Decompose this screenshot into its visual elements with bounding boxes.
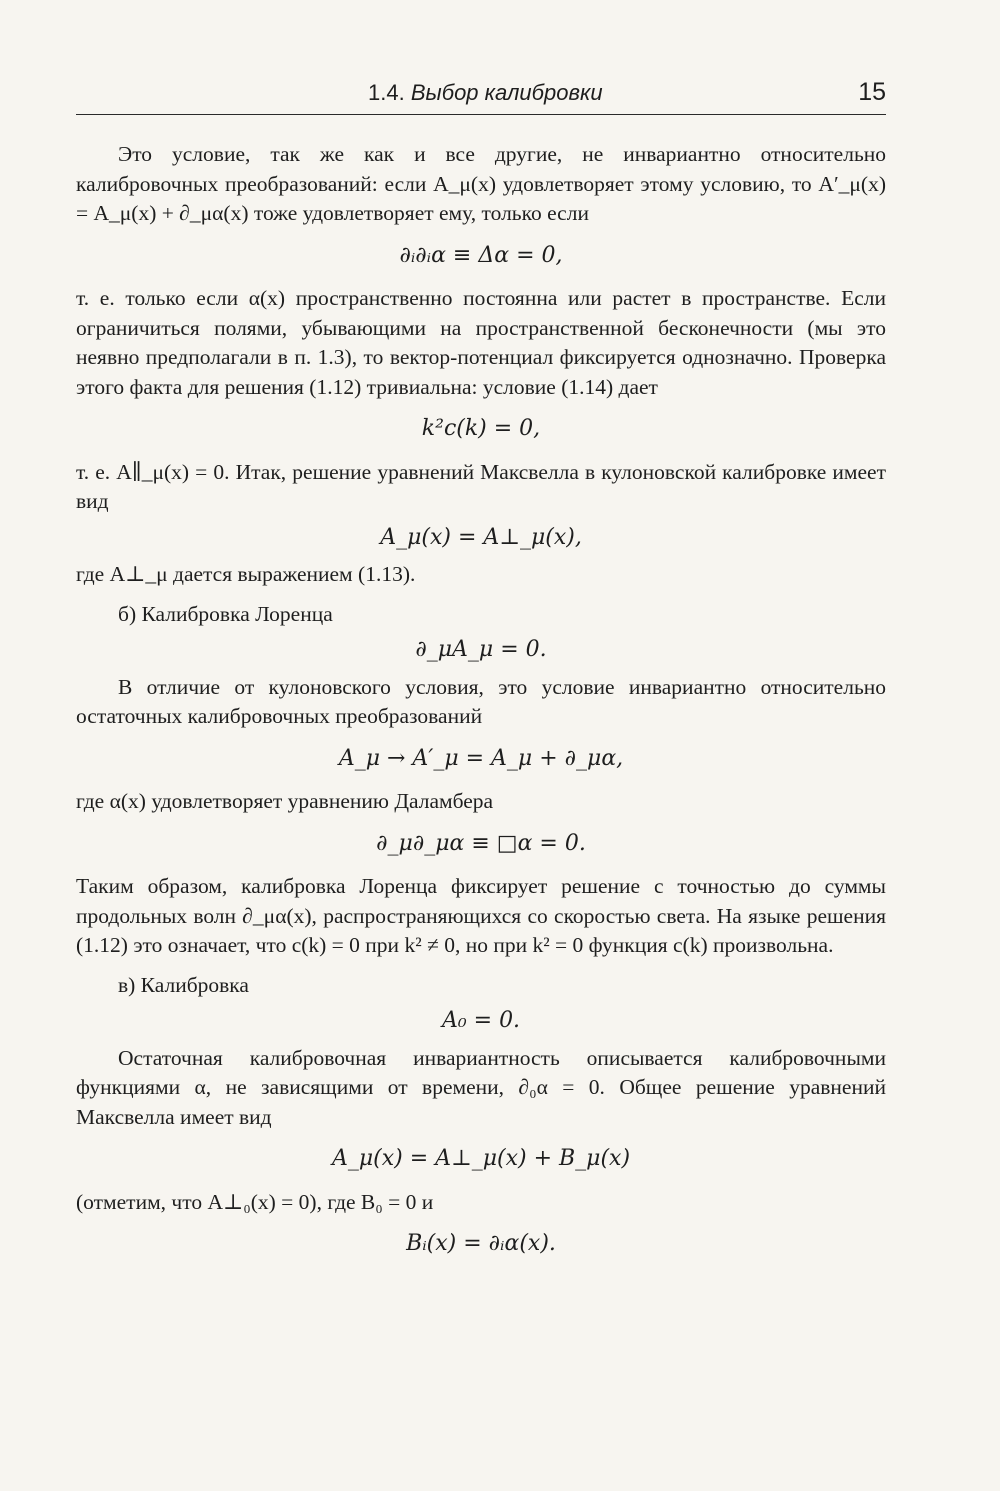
paragraph-3: т. е. A∥_μ(x) = 0. Итак, решение уравнений Максвелла в кулоновской калибровке имеет вид: [76, 459, 886, 513]
section-name: Выбор калибровки: [410, 80, 603, 105]
paragraph-4: где A⊥_μ дается выражением (1.13).: [76, 562, 416, 586]
paragraph-temporal-heading: в) Калибровка: [118, 972, 249, 997]
section-number: 1.4.: [368, 80, 405, 105]
section-title: [368, 80, 603, 106]
equation-general-solution: A_μ(x) = A⊥_μ(x) + B_μ(x): [331, 1146, 631, 1171]
paragraph-8: Таким образом, калибровка Лоренца фиксирует решение с точностью до суммы продольных волн ∂_μα(x), распространяющихся со скоростью света. На языке решения (1.12) это означает, что c(k) = 0 при k² ≠ 0, но при k² = 0 функция c(k) произвольна.: [76, 874, 886, 957]
equation-k2c: k²c(k) = 0,: [421, 416, 541, 441]
paragraph-10: Остаточная калибровочная инвариантность описывается калибровочными функциями α, не зависящими от времени, ∂₀α = 0. Общее решение уравнений Максвелла имеет вид: [76, 1045, 886, 1129]
paragraph-6: В отличие от кулоновского условия, это условие инвариантно относительно остаточных калибровочных преобразований: [76, 674, 886, 728]
page-body: [76, 140, 886, 1273]
running-header: [76, 78, 886, 115]
equation-a0: A₀ = 0.: [441, 1008, 521, 1033]
equation-coulomb-solution: A_μ(x) = A⊥_μ(x),: [380, 524, 582, 550]
equation-residual-gauge: A_μ → A′_μ = A_μ + ∂_μα,: [338, 745, 624, 771]
equation-laplace: ∂ᵢ∂ᵢα ≡ Δα = 0,: [399, 242, 563, 268]
paragraph-lorenz-heading: б) Калибровка Лоренца: [118, 601, 333, 626]
paragraph-2: т. е. только если α(x) пространственно постоянна или растет в пространстве. Если ограничиться полями, убывающими на пространственной бесконечности (мы это неявно предполагали в п. 1.3), то вектор-потенциал фиксируется однозначно. Проверка этого факта для решения (1.12) тривиальна: условие (1.14) дает: [76, 286, 886, 399]
paragraph-1: Это условие, так же как и все другие, не инвариантно относительно калибровочных преобразований: если A_μ(x) удовлетворяет этому условию, то A′_μ(x) = A_μ(x) + ∂_μα(x) тоже удовлетворяет ему, только если: [76, 142, 886, 225]
equation-bi: Bᵢ(x) = ∂ᵢα(x).: [406, 1231, 556, 1256]
paragraph-7: где α(x) удовлетворяет уравнению Даламбера: [76, 789, 494, 813]
paragraph-11: (отметим, что A⊥₀(x) = 0), где B₀ = 0 и: [76, 1189, 434, 1214]
page-number: 15: [858, 78, 886, 106]
equation-dalembert: ∂_μ∂_μα ≡ □α = 0.: [376, 830, 586, 856]
equation-lorenz: ∂_μA_μ = 0.: [415, 637, 547, 662]
